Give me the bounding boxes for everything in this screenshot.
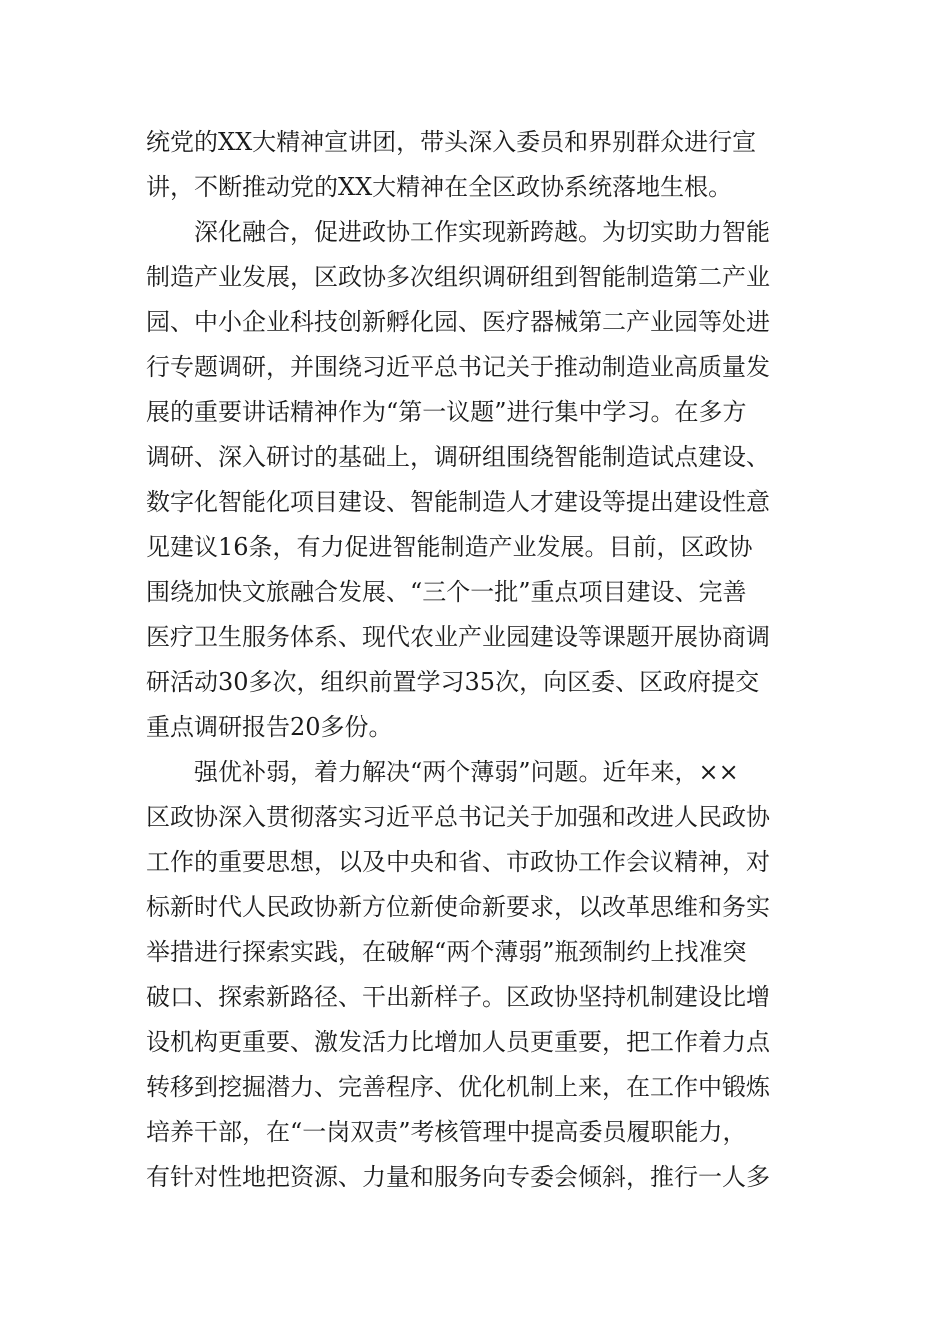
text-line: 破口、探索新路径、干出新样子。区政协坚持机制建设比增 — [146, 983, 770, 1011]
text-line: 园、中小企业科技创新孵化园、医疗器械第二产业园等处进 — [146, 308, 770, 336]
text-line: 培养干部，在“一岗双责”考核管理中提高委员履职能力， — [146, 1118, 747, 1146]
text-line: 强优补弱，着力解决“两个薄弱”问题。近年来，×× — [146, 758, 739, 786]
text-line: 举措进行探索实践，在破解“两个薄弱”瓶颈制约上找准突 — [146, 938, 747, 966]
text-line: 调研、深入研讨的基础上，调研组围绕智能制造试点建设、 — [146, 443, 770, 471]
text-line: 制造产业发展，区政协多次组织调研组到智能制造第二产业 — [146, 263, 770, 291]
text-line: 数字化智能化项目建设、智能制造人才建设等提出建设性意 — [146, 488, 770, 516]
text-line: 行专题调研，并围绕习近平总书记关于推动制造业高质量发 — [146, 353, 770, 381]
text-line: 重点调研报告20多份。 — [146, 713, 393, 741]
text-line: 讲，不断推动党的XX大精神在全区政协系统落地生根。 — [146, 173, 733, 201]
text-line: 转移到挖掘潜力、完善程序、优化机制上来，在工作中锻炼 — [146, 1073, 770, 1101]
text-line: 医疗卫生服务体系、现代农业产业园建设等课题开展协商调 — [146, 623, 770, 651]
text-line: 设机构更重要、激发活力比增加人员更重要，把工作着力点 — [146, 1028, 770, 1056]
text-line: 有针对性地把资源、力量和服务向专委会倾斜，推行一人多 — [146, 1163, 770, 1191]
text-line: 工作的重要思想，以及中央和省、市政协工作会议精神，对 — [146, 848, 770, 876]
text-line: 展的重要讲话精神作为“第一议题”进行集中学习。在多方 — [146, 398, 747, 426]
text-line: 统党的XX大精神宣讲团，带头深入委员和界别群众进行宣 — [146, 128, 757, 156]
text-line: 围绕加快文旅融合发展、“三个一批”重点项目建设、完善 — [146, 578, 747, 606]
text-line: 深化融合，促进政协工作实现新跨越。为切实助力智能 — [146, 218, 770, 246]
text-line: 见建议16条，有力促进智能制造产业发展。目前，区政协 — [146, 533, 753, 561]
text-line: 区政协深入贯彻落实习近平总书记关于加强和改进人民政协 — [146, 803, 770, 831]
document-body — [146, 120, 806, 1200]
text-line: 研活动30多次，组织前置学习35次，向区委、区政府提交 — [146, 668, 760, 696]
text-line: 标新时代人民政协新方位新使命新要求，以改革思维和务实 — [146, 893, 770, 921]
